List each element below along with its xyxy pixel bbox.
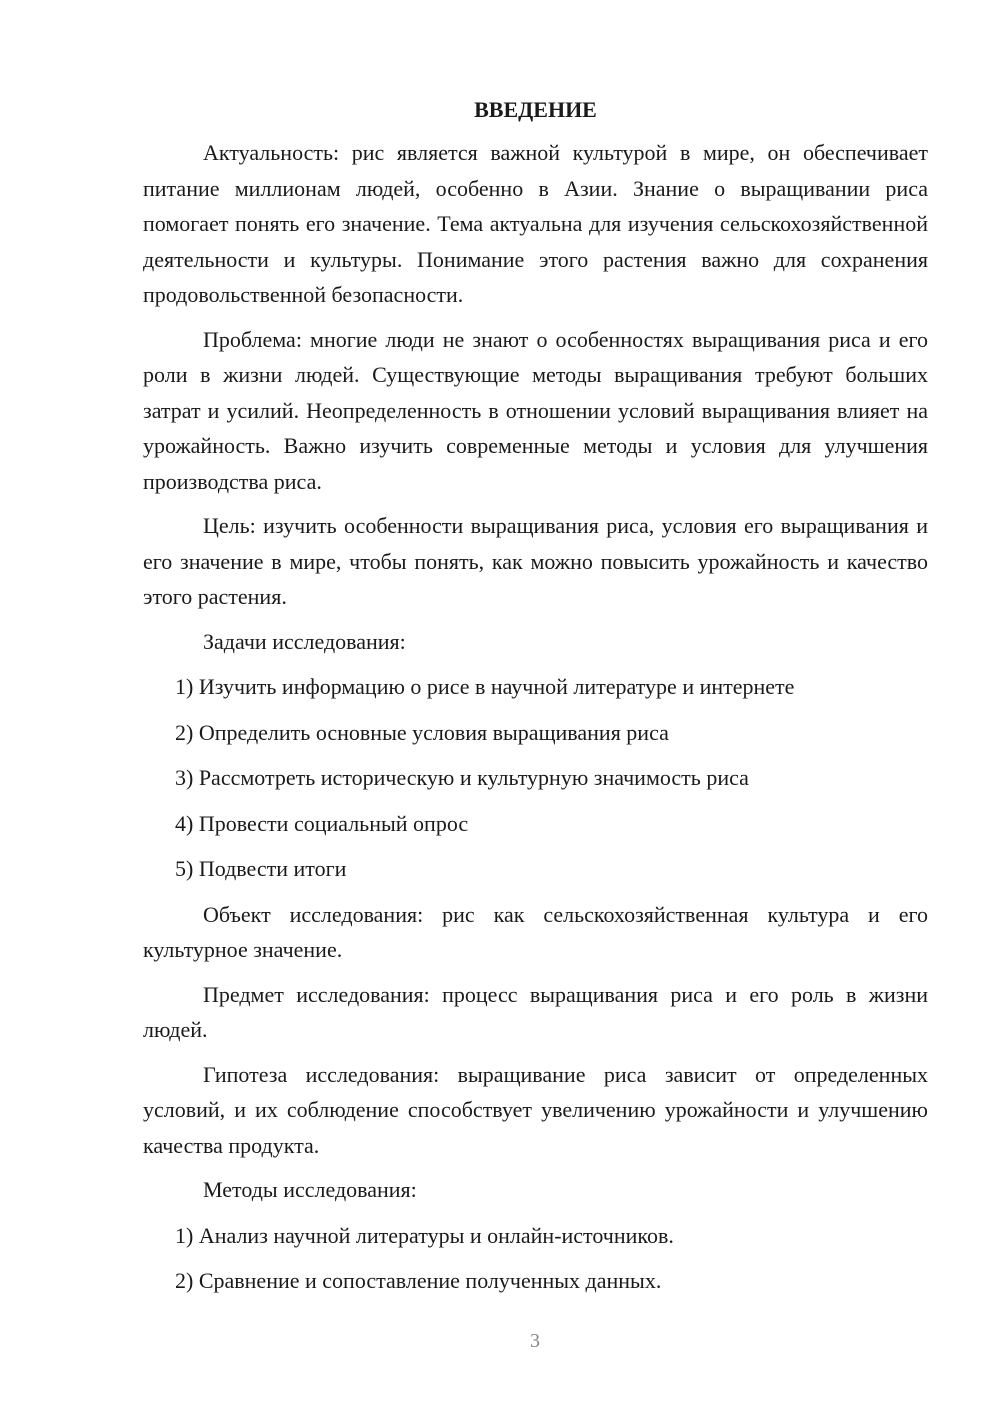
list-item: 1) Изучить информацию о рисе в научной литературе и интернете [175, 674, 795, 699]
tasks-list [143, 669, 928, 887]
list-item: 3) Рассмотреть историческую и культурную значимость риса [175, 765, 749, 790]
paragraph-subject: Предмет исследования: процесс выращивания риса и его роль в жизни людей. [143, 981, 928, 1042]
paragraph-relevance: Актуальность: рис является важной культурой в мире, он обеспечивает питание миллионам людей, особенно в Азии. Знание о выращивании риса помогает понять его значение. Тема актуальна для изучения сельскохозяйственной деятельности и культуры. Понимание этого растения важно для сохранения продовольственной безопасности. [143, 140, 928, 307]
paragraph-goal: Цель: изучить особенности выращивания риса, условия его выращивания и его значение в мире, чтобы понять, как можно повысить урожайность и качество этого растения. [143, 513, 928, 609]
tasks-label: Задачи исследования: [203, 628, 406, 654]
paragraph-object: Объект исследования: рис как сельскохозяйственная культура и его культурное значение. [143, 901, 928, 962]
paragraph-problem: Проблема: многие люди не знают о особенностях выращивания риса и его роли в жизни людей. Существующие методы выращивания требуют больших затрат и усилий. Неопределенность в отношении условий выращивания влияет на урожайность. Важно изучить современные методы и условия для улучшения производства риса. [143, 326, 928, 494]
paragraph-hypothesis: Гипотеза исследования: выращивание риса зависит от определенных условий, и их соблюдение способствует увеличению урожайности и улучшению качества продукта. [143, 1061, 928, 1158]
list-item: 4) Провести социальный опрос [175, 810, 469, 836]
list-item: 5) Подвести итоги [175, 856, 347, 881]
list-item: 2) Определить основные условия выращивания риса [175, 719, 669, 745]
section-heading: ВВЕДЕНИЕ [474, 97, 597, 122]
methods-label: Методы исследования: [203, 1177, 417, 1202]
methods-list [143, 1218, 928, 1299]
list-item: 2) Сравнение и сопоставление полученных данных. [175, 1268, 662, 1293]
document-page [143, 92, 928, 1309]
page-number: 3 [530, 1330, 540, 1352]
list-item: 1) Анализ научной литературы и онлайн-источников. [175, 1222, 674, 1248]
